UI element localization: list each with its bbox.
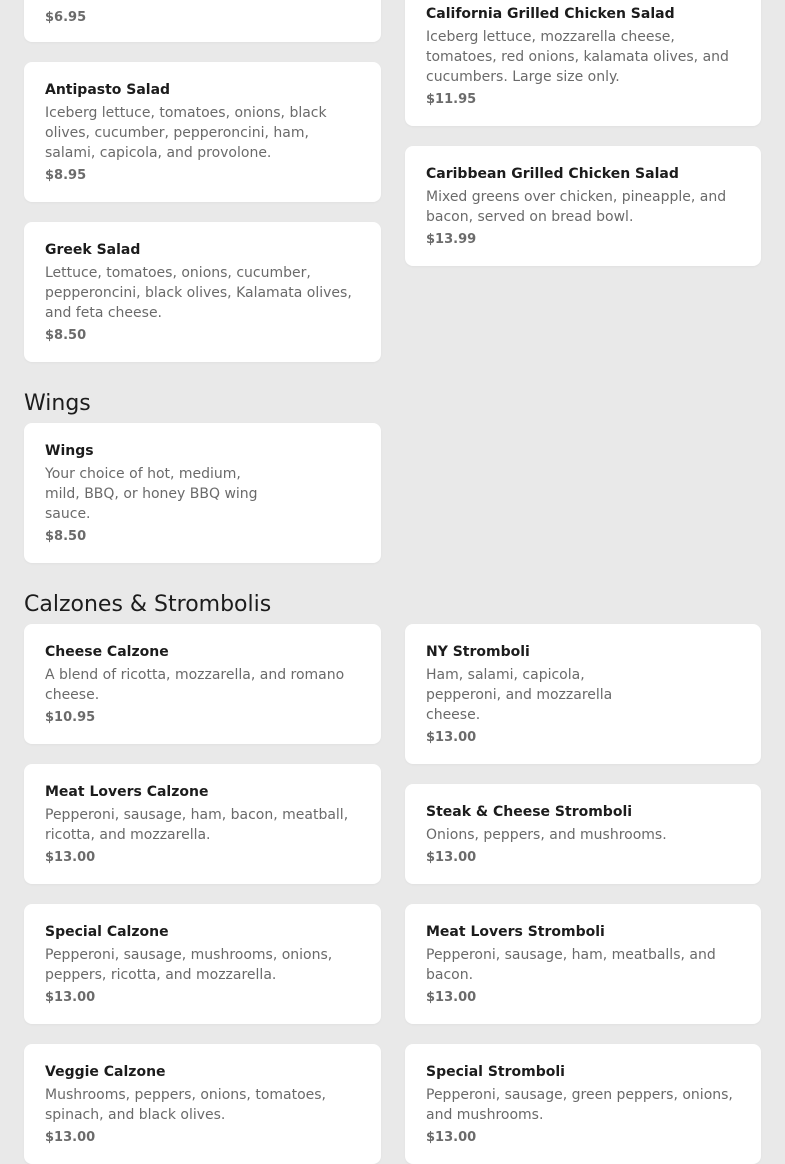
item-name: Greek Salad: [45, 242, 141, 258]
item-name: Veggie Calzone: [45, 1064, 166, 1080]
item-price: $13.00: [45, 1130, 96, 1145]
item-name: Meat Lovers Calzone: [45, 784, 209, 800]
menu-item-card[interactable]: [24, 423, 381, 563]
item-name: Antipasto Salad: [45, 82, 171, 98]
item-price: $13.00: [426, 990, 477, 1005]
item-price: $11.95: [426, 92, 477, 107]
item-description: Iceberg lettuce, tomatoes, onions, black olives, cucumber, pepperoncini, ham, salami, capicola, and provolone.: [45, 105, 327, 161]
menu-item-card[interactable]: [405, 904, 761, 1024]
item-price: $13.00: [45, 850, 96, 865]
item-description: Pepperoni, sausage, ham, meatballs, and bacon.: [426, 947, 716, 983]
item-price: $6.95: [45, 10, 87, 25]
menu-item-card[interactable]: [24, 764, 381, 884]
item-description: Mushrooms, peppers, onions, tomatoes, spinach, and black olives.: [45, 1087, 327, 1123]
item-description: Lettuce, tomatoes, onions, cucumber, pepperoncini, black olives, Kalamata olives, and feta cheese.: [45, 265, 352, 321]
item-description: Mixed greens over chicken, pineapple, and bacon, served on bread bowl.: [426, 189, 727, 225]
item-price: $10.95: [45, 710, 96, 725]
item-price: $13.00: [426, 1130, 477, 1145]
item-name: California Grilled Chicken Salad: [426, 6, 675, 22]
item-description: Pepperoni, sausage, green peppers, onions, and mushrooms.: [426, 1087, 733, 1123]
item-description: Onions, peppers, and mushrooms.: [426, 827, 667, 843]
menu-item-card[interactable]: [24, 222, 381, 362]
menu-item-card[interactable]: [405, 146, 761, 266]
menu-item-card[interactable]: [24, 0, 381, 42]
item-price: $13.99: [426, 232, 477, 247]
item-name: Meat Lovers Stromboli: [426, 924, 605, 940]
section-title-wings: Wings: [24, 391, 91, 416]
item-name: NY Stromboli: [426, 644, 530, 660]
item-description: Pepperoni, sausage, ham, bacon, meatball, ricotta, and mozzarella.: [45, 807, 349, 843]
item-price: $13.00: [45, 990, 96, 1005]
item-name: Steak & Cheese Stromboli: [426, 804, 633, 820]
menu-item-card[interactable]: [405, 0, 761, 126]
menu-item-card[interactable]: [405, 784, 761, 884]
menu-item-card[interactable]: [24, 1044, 381, 1164]
item-name: Cheese Calzone: [45, 644, 169, 660]
item-price: $13.00: [426, 850, 477, 865]
item-description: Pepperoni, sausage, mushrooms, onions, peppers, ricotta, and mozzarella.: [45, 947, 333, 983]
menu-item-card[interactable]: [24, 62, 381, 202]
menu-item-card[interactable]: [405, 624, 761, 764]
item-description: Ham, salami, capicola, pepperoni, and mozzarella cheese.: [426, 667, 613, 723]
section-title-calzones-strombolis: Calzones & Strombolis: [24, 592, 272, 617]
item-description: A blend of ricotta, mozzarella, and romano cheese.: [45, 667, 345, 703]
item-name: Caribbean Grilled Chicken Salad: [426, 166, 679, 182]
menu-item-card[interactable]: [24, 624, 381, 744]
menu-item-card[interactable]: [405, 1044, 761, 1164]
item-price: $8.95: [45, 168, 87, 183]
item-description: Iceberg lettuce, mozzarella cheese, tomatoes, red onions, kalamata olives, and cucumbers. Large size only.: [426, 29, 729, 85]
item-price: $13.00: [426, 730, 477, 745]
item-description: Your choice of hot, medium, mild, BBQ, or honey BBQ wing sauce.: [45, 466, 258, 522]
menu-item-card[interactable]: [24, 904, 381, 1024]
item-name: Wings: [45, 443, 94, 459]
item-price: $8.50: [45, 328, 87, 343]
item-price: $8.50: [45, 529, 87, 544]
item-name: Special Calzone: [45, 924, 169, 940]
item-name: Special Stromboli: [426, 1064, 565, 1080]
